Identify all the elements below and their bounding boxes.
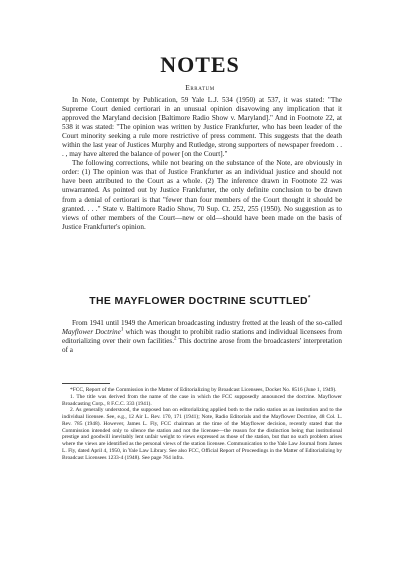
erratum-paragraph-1: In Note, Contempt by Publication, 59 Yale L.J. 534 (1950) at 537, it was stated: "The Supreme Court denied certiorari in an unusual opinion disavowing any implication that it approved the Maryland decision [Baltimore Radio Show v. Maryland]." And in Footnote 22, at 538 it was stated: "The opinion was written by Justice Frankfurter, who has been leader of the Court minority seeking a rule more restrictive of press comment. This suggests that the death within the last year of Justices Murphy and Rutledge, strong supporters of newspaper freedom . . . , may have altered the balance of power [on the Court]." <box>62 96 342 159</box>
erratum-body <box>62 96 342 232</box>
erratum-label: Erratum <box>185 83 215 92</box>
intro-text-b: which was thought to prohibit radio stations and individual licensees from editorializing over their own facilities. <box>62 328 342 346</box>
section-title-footnote-mark: * <box>307 295 311 302</box>
section-intro-paragraph <box>62 319 342 355</box>
page-heading: NOTES <box>160 52 240 77</box>
section-body <box>62 319 342 355</box>
section-title <box>0 296 400 307</box>
intro-text-a: From 1941 until 1949 the American broadcasting industry fretted at the leash of the so-called <box>72 319 342 327</box>
footnote-ref-1: 1 <box>120 327 124 333</box>
erratum-paragraph-2: The following corrections, while not bearing on the substance of the Note, are obviously in order: (1) The opinion was that of Justice Frankfurter as an individual justice and should not have been attributed to the Court as a whole. (2) The inference drawn in Footnote 22 was unwarranted. As pointed out by Justice Frankfurter, the only definite conclusion to be drawn from a denial of certiorari is that "fewer than four members of the Court thought it should be granted. . . ." State v. Baltimore Radio Show, 70 Sup. Ct. 252, 255 (1950). No suggestion as to views of other members of the Court—new or old—should have been made on the basis of Justice Frankfurter's opinion. <box>62 159 342 231</box>
footnote-ref-2: 2 <box>174 336 177 342</box>
intro-text-c: This doctrine arose from the broadcasters' interpretation of a <box>62 337 343 355</box>
footnote-divider <box>62 383 110 384</box>
section-title-text: THE MAYFLOWER DOCTRINE SCUTTLED <box>89 296 308 307</box>
footnote-1: 1. The title was derived from the name of the case in which the FCC supposedly announced the doctrine. Mayflower Broadcasting Corp., 8 F.C.C. 333 (1941). <box>62 393 342 407</box>
footnote-star: *FCC, Report of the Commission in the Matter of Editorializing by Broadcast Licensees, Docket No. 8516 (June 1, 1949). <box>70 387 337 393</box>
footnote-2: 2. As generally understood, the supposed ban on editorializing applied both to the radio station as an institution and to the individual licensee. See, e.g., 12 Air L. Rev. 170, 171 (1941); Note, Radio Editorials and the Mayflower Doctrine, 48 Col. L. Rev. 785 (1948). However, James L. Fly, FCC chairman at the time of the Mayflower decision, recently stated that the Commission intended only to silence the station and not the licensee—the reason for the distinction being that institutional prestige and goodwill inevitably lent unfair weight to views expressed as those of the station, but that no such problem arises where the views are identified as the personal views of the station licensee. Communication to the Yale Law Journal from James L. Fly, dated April 4, 1950, in Yale Law Library. See also FCC, Official Report of Proceedings in the Matter of Editorializing by Broadcast Licensees 1233-4 (1948). See page 764 infra. <box>62 407 342 461</box>
intro-doctrine-name: Mayflower Doctrine <box>62 328 121 337</box>
footnotes <box>62 387 342 461</box>
